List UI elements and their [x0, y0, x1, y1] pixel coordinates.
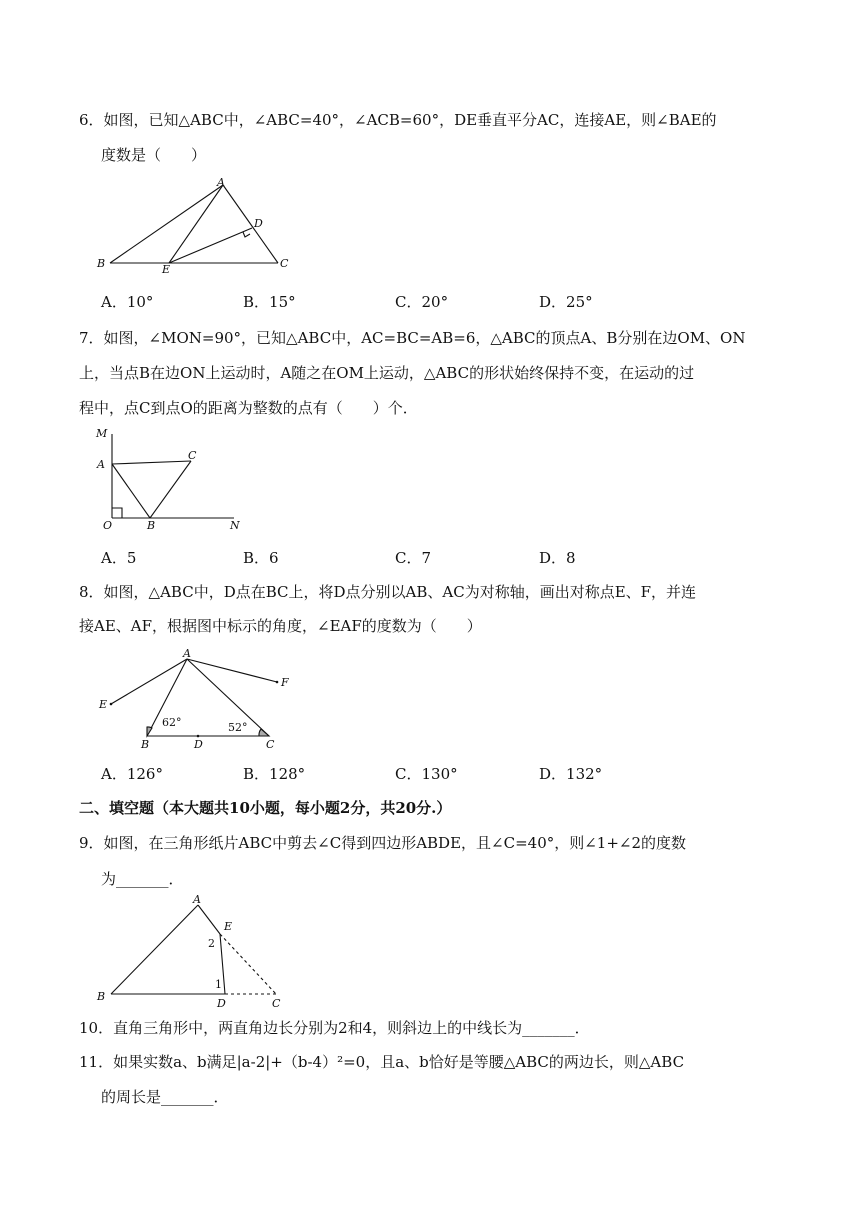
q8-label-B: B — [141, 738, 150, 751]
q7-label-N: N — [230, 519, 240, 532]
q6-label-D: D — [254, 217, 263, 230]
q6-label-A: A — [217, 176, 225, 189]
q9-label-C: C — [272, 997, 281, 1010]
q7-text-line1: 7．如图，∠MON=90°，已知△ABC中，AC=BC=AB=6，△ABC的顶点A、B分别在边OM、ON — [79, 329, 746, 347]
q7-option-d: D．8 — [539, 549, 576, 567]
q8-label-E: E — [99, 698, 108, 711]
q6-option-b: B．15° — [243, 293, 296, 311]
q8-label-C: C — [266, 738, 275, 751]
q7-label-C: C — [188, 449, 197, 462]
q7-label-B: B — [147, 519, 156, 532]
q7-label-A: A — [97, 458, 105, 471]
section2-heading: 二、填空题（本大题共10小题，每小题2分，共20分.） — [79, 799, 452, 817]
q9-text-line1: 9．如图，在三角形纸片ABC中剪去∠C得到四边形ABDE，且∠C=40°，则∠1+∠2的度数 — [79, 834, 687, 852]
q8-option-d: D．132° — [539, 765, 603, 783]
q9-text-line2: 为_______． — [101, 870, 184, 888]
q9-figure — [94, 890, 294, 1010]
q6-option-d: D．25° — [539, 293, 593, 311]
q7-text-line3: 程中，点C到点O的距离为整数的点有（ ）个． — [79, 399, 418, 417]
q8-label-D: D — [194, 738, 203, 751]
q7-option-a: A．5 — [101, 549, 137, 567]
q8-label-F: F — [281, 676, 289, 689]
q8-figure — [94, 645, 314, 755]
q9-label-2: 2 — [208, 937, 215, 950]
q8-text-line1: 8．如图，△ABC中，D点在BC上，将D点分别以AB、AC为对称轴，画出对称点E、F，并连 — [79, 583, 697, 601]
q9-label-A: A — [193, 893, 201, 906]
q6-label-E: E — [162, 263, 171, 276]
q6-option-c: C．20° — [395, 293, 449, 311]
q6-text-line2: 度数是（ ） — [101, 146, 207, 164]
q6-text-line1: 6．如图，已知△ABC中，∠ABC=40°，∠ACB=60°，DE垂直平分AC，连接AE，则∠BAE的 — [79, 111, 717, 129]
q9-label-1: 1 — [215, 978, 222, 991]
q8-angle-B: 62° — [162, 716, 182, 729]
q7-label-O: O — [103, 519, 113, 532]
q10-text-line1: 10．直角三角形中，两直角边长分别为2和4，则斜边上的中线长为_______． — [79, 1019, 590, 1037]
q7-option-b: B．6 — [243, 549, 279, 567]
q9-label-D: D — [217, 997, 226, 1010]
q6-label-C: C — [280, 257, 289, 270]
q7-option-c: C．7 — [395, 549, 432, 567]
q6-figure — [94, 176, 304, 276]
q6-option-a: A．10° — [101, 293, 154, 311]
q11-text-line1: 11．如果实数a、b满足|a-2|+（b-4）²=0，且a、b恰好是等腰△ABC的两边长，则△ABC — [79, 1053, 685, 1071]
q8-option-c: C．130° — [395, 765, 458, 783]
q9-label-B: B — [97, 990, 106, 1003]
q7-label-M: M — [96, 427, 108, 440]
q8-label-A: A — [183, 647, 191, 660]
q8-option-a: A．126° — [101, 765, 163, 783]
q8-text-line2: 接AE、AF，根据图中标示的角度，∠EAF的度数为（ ） — [79, 617, 482, 635]
q11-text-line2: 的周长是_______． — [101, 1088, 229, 1106]
q6-label-B: B — [97, 257, 106, 270]
q7-figure — [94, 426, 254, 536]
q8-option-b: B．128° — [243, 765, 306, 783]
q9-label-E: E — [224, 920, 233, 933]
q7-text-line2: 上，当点B在边ON上运动时，A随之在OM上运动，△ABC的形状始终保持不变，在运动的过 — [79, 364, 695, 382]
q8-angle-C: 52° — [228, 721, 248, 734]
